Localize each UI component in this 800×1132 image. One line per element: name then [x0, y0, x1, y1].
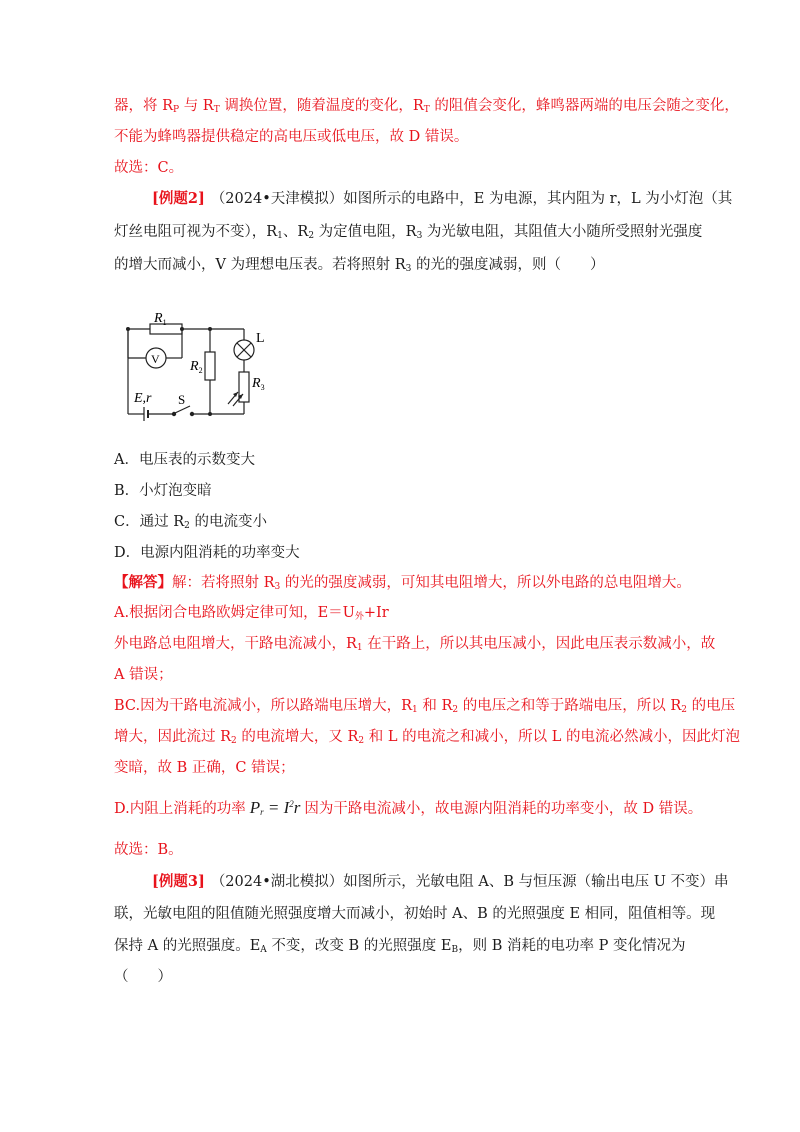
- example-2-answer: 故选：B。: [114, 842, 183, 858]
- lamp-label: L: [256, 331, 265, 346]
- option-d: D．电源内阻消耗的功率变大: [114, 545, 300, 561]
- example-3-tag: [例题3]: [152, 873, 205, 890]
- example-2-question-line-2: 灯丝电阻可视为不变），$R_1$、$R_2$ 为定值电阻，$R_3$ 为光敏电阻，其阻值大小随所受照射光强度: [114, 224, 703, 241]
- prev-answer: 故选：C。: [114, 160, 184, 176]
- solution-bc-line-3: 变暗，故 B 正确，C 错误；: [114, 760, 295, 776]
- solution-a-line-3: A 错误；: [114, 667, 173, 683]
- resistor-r2: [205, 352, 215, 380]
- example-3-question-line-1: [例题3] （2024•湖北模拟）如图所示，光敏电阻 A、B 与恒压源（输出电压 U 不变）串: [152, 873, 729, 890]
- option-c: C．通过 $R_2$ 的电流变小: [114, 514, 267, 531]
- switch: [175, 406, 190, 413]
- r2-label: $R_2$: [190, 359, 203, 375]
- source-label: E,r: [134, 391, 152, 406]
- solution-bc-line-2: 增大，因此流过 $R_2$ 的电流增大，又 $R_2$ 和 L 的电流之和减小，所以 L 的电流必然减小，因此灯泡: [114, 729, 740, 746]
- circuit-diagram: [114, 300, 284, 425]
- solution-tag: 【解答】: [114, 574, 172, 591]
- switch-label: S: [178, 392, 186, 407]
- voltmeter-label: V: [151, 352, 160, 366]
- power-formula: $P_r = I^2r$: [249, 798, 301, 817]
- solution-a-line-2: 外电路总电阻增大，干路电流减小，$R_1$ 在干路上，所以其电压减小，因此电压表示数减小，故: [114, 636, 716, 653]
- r3-label: $R_3$: [252, 376, 265, 392]
- prev-solution-line-1: 器，将 $R_P$ 与 $R_T$ 调换位置，随着温度的变化，$R_T$ 的阻值会变化，蜂鸣器两端的电压会随之变化，: [114, 98, 739, 115]
- example-3-question-line-4: （ ）: [114, 969, 172, 985]
- solution-a-line-1: A.根据闭合电路欧姆定律可知，$E=U_外+Ir$: [114, 605, 389, 622]
- example-2-tag: [例题2]: [152, 190, 205, 207]
- r1-label: $R_1$: [154, 311, 167, 327]
- solution-d-line: D.内阻上消耗的功率 $P_r = I^2r$ 因为干路电流减小，故电源内阻消耗的功率变小，故 D 错误。: [114, 798, 703, 817]
- prev-solution-line-2: 不能为蜂鸣器提供稳定的高电压或低电压，故 D 错误。: [114, 129, 469, 145]
- example-2-question-line-3: 的增大而减小，V 为理想电压表。若将照射 $R_3$ 的光的强度减弱，则（ ）: [114, 257, 605, 274]
- option-a: A．电压表的示数变大: [114, 452, 255, 468]
- example-3-question-line-3: 保持 A 的光照强度。$E_A$ 不变，改变 B 的光照强度 $E_B$，则 B 消耗的电功率 P 变化情况为: [114, 938, 686, 955]
- solution-bc-line-1: BC.因为干路电流减小，所以路端电压增大，$R_1$ 和 $R_2$ 的电压之和等于路端电压，所以 $R_2$ 的电压: [114, 698, 736, 715]
- solution-line-1: 【解答】解：若将照射 $R_3$ 的光的强度减弱，可知其电阻增大，所以外电路的总电阻增大。: [114, 574, 691, 592]
- option-b: B．小灯泡变暗: [114, 483, 212, 499]
- example-3-question-line-2: 联，光敏电阻的阻值随光照强度增大而减小，初始时 A、B 的光照强度 E 相同，阻值相等。现: [114, 906, 716, 922]
- example-2-question-line-1: [例题2] （2024•天津模拟）如图所示的电路中，E 为电源，其内阻为 r，L 为小灯泡（其: [152, 190, 733, 207]
